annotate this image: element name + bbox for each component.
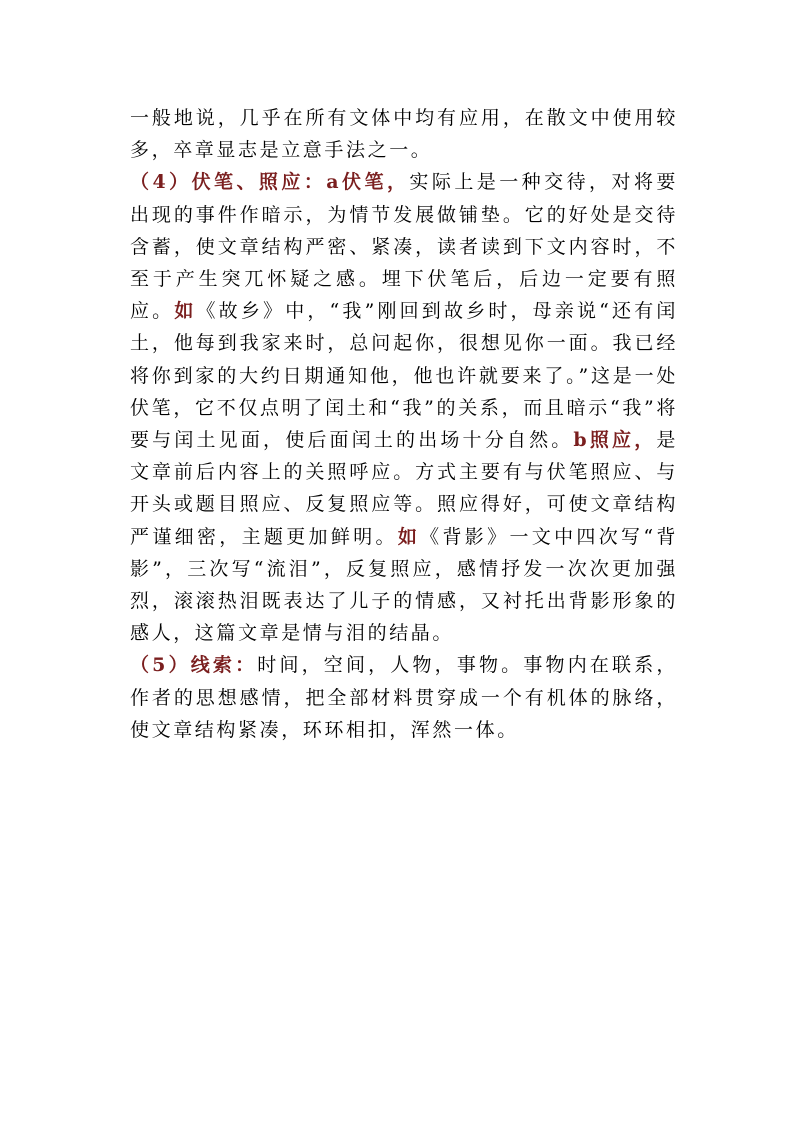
example-marker: 如	[174, 300, 197, 323]
text-run: 《背影》一文中四次写“背影”，三次写“流泪”，反复照应，感情抒发一次次更加强烈，滚滚热泪既表达了儿子的情感，又衬托出背影形象的感人，这篇文章是情与泪的结晶。	[130, 525, 678, 645]
heading-clue: （5）线索：	[130, 654, 258, 677]
text-run: 一般地说，几乎在所有文体中均有应用，在散文中使用较多，卒章显志是立意手法之一。	[130, 107, 678, 162]
text-run: 实际上是一种交待，对将要出现的事件作暗示，为情节发展做铺垫。它的好处是交待含蓄，使文章结构严密、紧凑，读者读到下文内容时，不至于产生突兀怀疑之感。埋下伏笔后，后边一定要有照应。	[130, 171, 678, 323]
text-run: 是文章前后内容上的关照呼应。方式主要有与伏笔照应、与开头或题目照应、反复照应等。照应得好，可使文章结构严谨细密，主题更加鲜明。	[130, 429, 678, 548]
body-text	[130, 102, 678, 746]
text-run: 时间，空间，人物，事物。事物内在联系，作者的思想感情，把全部材料贯穿成一个有机体的脉络，使文章结构紧凑，环环相扣，浑然一体。	[130, 654, 678, 741]
paragraph-intro	[130, 102, 678, 166]
heading-echo: b照应，	[573, 429, 657, 452]
paragraph-foreshadowing	[130, 166, 678, 649]
heading-foreshadowing: （4）伏笔、照应：a伏笔，	[130, 171, 410, 194]
text-run: 《故乡》中，“我”刚回到故乡时，母亲说“还有闰土，他每到我家来时，总问起你，很想见你一面。我已经将你到家的大约日期通知他，他也许就要来了。”这是一处伏笔，它不仅点明了闰土和“我”的关系，而且暗示“我”将要与闰土见面，使后面闰土的出场十分自然。	[130, 300, 678, 452]
paragraph-clue	[130, 649, 678, 746]
example-marker: 如	[397, 525, 421, 548]
